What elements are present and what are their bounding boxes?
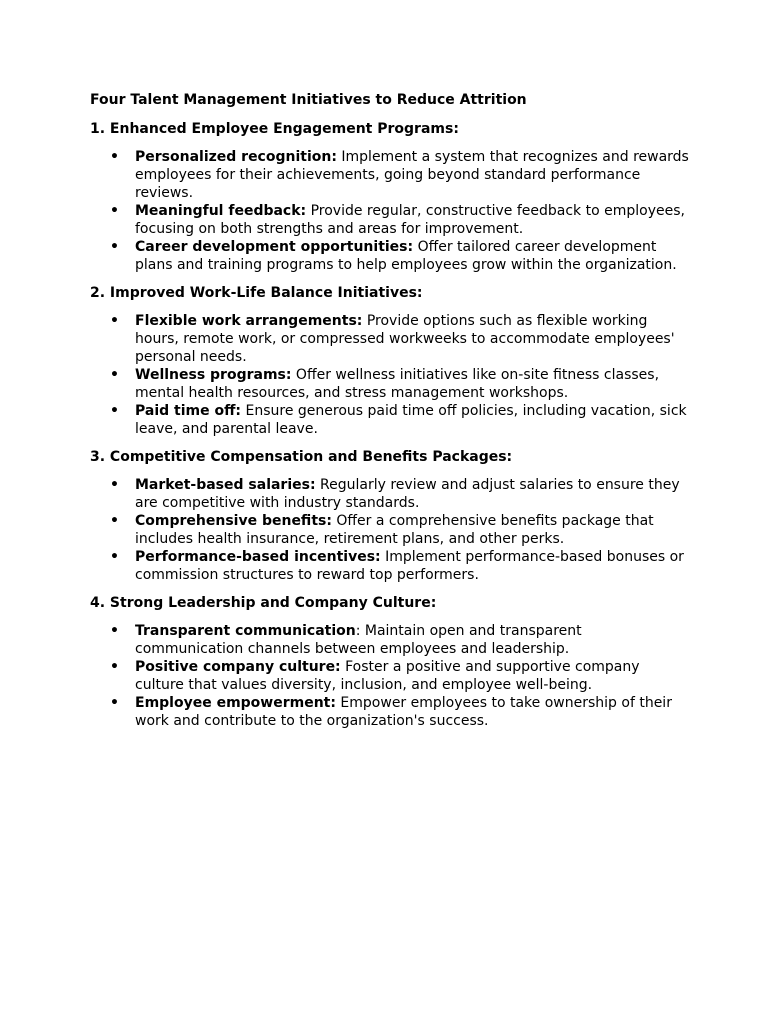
list-item	[90, 202, 690, 238]
bullet-icon: •	[110, 549, 119, 565]
item-term: Career development opportunities:	[135, 239, 414, 255]
item-term: Positive company culture:	[135, 659, 341, 675]
section-heading: 4. Strong Leadership and Company Culture:	[90, 595, 437, 611]
bullet-icon: •	[110, 477, 119, 493]
item-text: Provide options such as flexible working hours, remote work, or compressed workweeks to accommodate employees' personal needs.	[135, 313, 675, 365]
section-leadership-culture	[90, 594, 690, 730]
item-term: Personalized recognition:	[135, 149, 337, 165]
bullet-icon: •	[110, 403, 119, 419]
bullet-list	[90, 148, 690, 274]
bullet-icon: •	[110, 239, 119, 255]
section-heading: 1. Enhanced Employee Engagement Programs:	[90, 121, 459, 137]
item-text: Foster a positive and supportive company culture that values diversity, inclusion, and employee well-being.	[135, 659, 640, 693]
list-item	[90, 622, 690, 658]
bullet-icon: •	[110, 659, 119, 675]
item-text: Implement a system that recognizes and rewards employees for their achievements, going beyond standard performance reviews.	[135, 149, 689, 201]
list-item	[90, 312, 690, 366]
item-text: Provide regular, constructive feedback to employees, focusing on both strengths and areas for improvement.	[135, 203, 685, 237]
item-term: Market-based salaries:	[135, 477, 316, 493]
list-item	[90, 238, 690, 274]
item-term: Wellness programs:	[135, 367, 292, 383]
list-item	[90, 366, 690, 402]
section-heading: 2. Improved Work-Life Balance Initiatives:	[90, 285, 423, 301]
item-text: Offer tailored career development plans and training programs to help employees grow within the organization.	[135, 239, 677, 273]
bullet-list	[90, 312, 690, 438]
list-item	[90, 512, 690, 548]
item-text: Implement performance-based bonuses or commission structures to reward top performers.	[135, 549, 684, 583]
item-term: Meaningful feedback:	[135, 203, 307, 219]
bullet-icon: •	[110, 513, 119, 529]
section-compensation	[90, 448, 690, 584]
list-item	[90, 694, 690, 730]
list-item	[90, 402, 690, 438]
item-term: Employee empowerment:	[135, 695, 336, 711]
item-text: : Maintain open and transparent communication channels between employees and leadership.	[135, 623, 582, 657]
section-work-life-balance	[90, 284, 690, 438]
bullet-icon: •	[110, 203, 119, 219]
bullet-icon: •	[110, 695, 119, 711]
item-text: Ensure generous paid time off policies, including vacation, sick leave, and parental leave.	[135, 403, 687, 437]
list-item	[90, 658, 690, 694]
item-term: Paid time off:	[135, 403, 242, 419]
item-text: Regularly review and adjust salaries to ensure they are competitive with industry standards.	[135, 477, 680, 511]
list-item	[90, 548, 690, 584]
item-text: Empower employees to take ownership of their work and contribute to the organization's success.	[135, 695, 672, 729]
list-item	[90, 476, 690, 512]
item-term: Comprehensive benefits:	[135, 513, 332, 529]
section-heading: 3. Competitive Compensation and Benefits Packages:	[90, 449, 513, 465]
item-term: Flexible work arrangements:	[135, 313, 363, 329]
item-text: Offer a comprehensive benefits package that includes health insurance, retirement plans, and other perks.	[135, 513, 654, 547]
document-page	[90, 91, 690, 740]
item-term: Transparent communication	[135, 623, 356, 639]
bullet-icon: •	[110, 313, 119, 329]
bullet-list	[90, 622, 690, 730]
list-item	[90, 148, 690, 202]
bullet-list	[90, 476, 690, 584]
bullet-icon: •	[110, 149, 119, 165]
bullet-icon: •	[110, 623, 119, 639]
item-term: Performance-based incentives:	[135, 549, 381, 565]
document-title: Four Talent Management Initiatives to Reduce Attrition	[90, 92, 527, 108]
section-engagement	[90, 120, 690, 274]
item-text: Offer wellness initiatives like on-site fitness classes, mental health resources, and stress management workshops.	[135, 367, 660, 401]
bullet-icon: •	[110, 367, 119, 383]
